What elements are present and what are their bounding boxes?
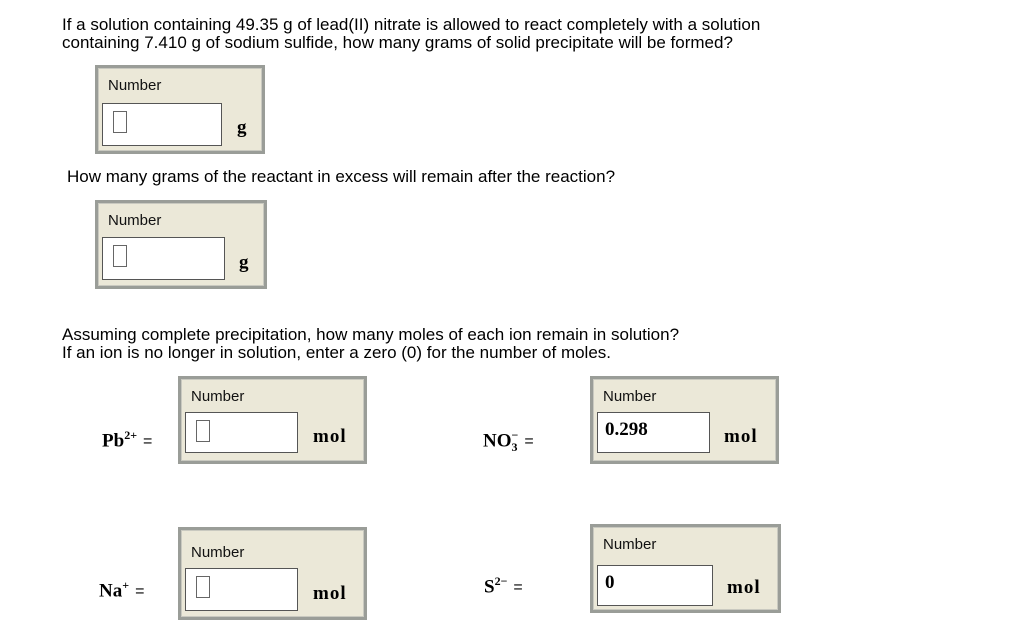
unit-label: g bbox=[237, 117, 248, 138]
unit-label: mol bbox=[727, 577, 761, 598]
pb-moles-input[interactable] bbox=[185, 412, 298, 453]
na-moles-input[interactable] bbox=[185, 568, 298, 611]
q3-line2: If an ion is no longer in solution, enter a zero (0) for the number of moles. bbox=[62, 343, 612, 362]
number-label: Number bbox=[603, 388, 657, 405]
q1-line2: containing 7.410 g of sodium sulfide, how many grams of solid precipitate will be formed? bbox=[62, 33, 733, 52]
unit-label: g bbox=[239, 252, 250, 273]
no3-moles-input[interactable]: 0.298 bbox=[597, 412, 710, 453]
empty-input-cursor bbox=[196, 420, 210, 442]
s-ion-label: $S^{2-}$ = bbox=[484, 574, 523, 598]
answer-box-na bbox=[178, 527, 367, 620]
empty-input-cursor bbox=[196, 576, 210, 598]
unit-label: mol bbox=[313, 426, 347, 447]
number-label: Number bbox=[191, 544, 245, 561]
empty-input-cursor bbox=[113, 245, 127, 267]
precipitate-grams-input[interactable] bbox=[102, 103, 222, 146]
pb-ion-label: $Pb^{2+}$ = bbox=[102, 428, 153, 452]
question-2-text: How many grams of the reactant in excess will remain after the reaction? bbox=[67, 167, 616, 186]
q3-line1: Assuming complete precipitation, how many moles of each ion remain in solution? bbox=[62, 325, 680, 344]
number-label: Number bbox=[108, 212, 162, 229]
number-label: Number bbox=[603, 536, 657, 553]
excess-grams-input[interactable] bbox=[102, 237, 225, 280]
number-label: Number bbox=[108, 77, 162, 94]
answer-box-excess bbox=[95, 200, 267, 289]
s-moles-input[interactable]: 0 bbox=[597, 565, 713, 606]
unit-label: mol bbox=[313, 583, 347, 604]
unit-label: mol bbox=[724, 426, 758, 447]
q1-line1: If a solution containing 49.35 g of lead(II) nitrate is allowed to react completely with a solution bbox=[62, 15, 761, 34]
number-label: Number bbox=[191, 388, 245, 405]
na-ion-label: Na+ = bbox=[99, 578, 145, 602]
answer-box-precipitate bbox=[95, 65, 265, 154]
question-3-text bbox=[62, 326, 679, 362]
no3-ion-label: $NO_3^-$ = bbox=[483, 428, 534, 455]
question-1-text bbox=[62, 16, 760, 52]
answer-box-no3 bbox=[590, 376, 779, 464]
answer-box-pb bbox=[178, 376, 367, 464]
answer-box-s bbox=[590, 524, 781, 613]
empty-input-cursor bbox=[113, 111, 127, 133]
